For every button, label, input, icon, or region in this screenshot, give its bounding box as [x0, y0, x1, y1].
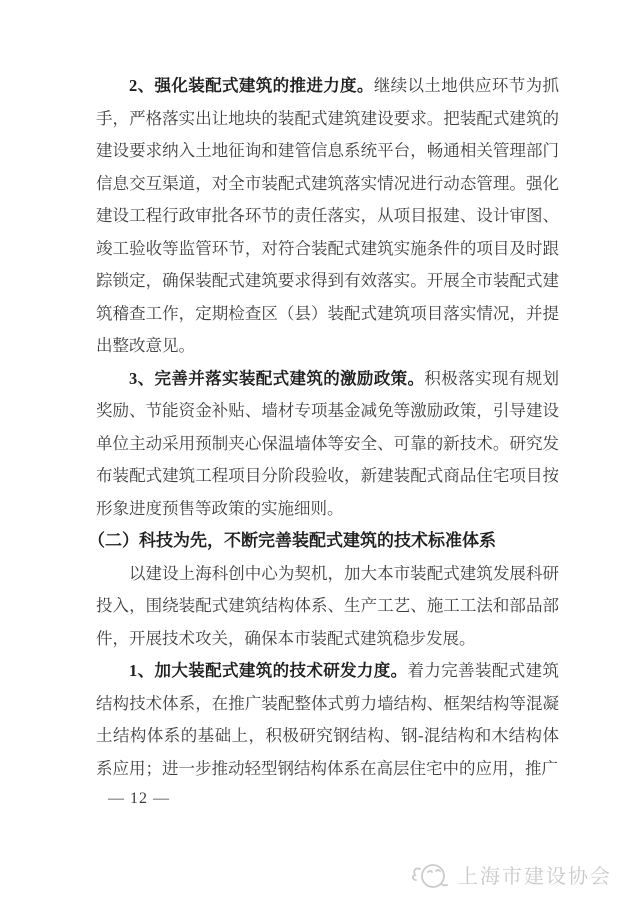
paragraph	[96, 363, 559, 526]
paragraph-text: 以建设上海科创中心为契机，加大本市装配式建筑发展科研投入，围绕装配式建筑结构体系、生产工艺、施工工法和部品部件，开展技术攻关，确保本市装配式建筑稳步发展。	[96, 563, 559, 648]
paragraph-lead: 1、加大装配式建筑的技术研发力度。	[129, 661, 408, 680]
document-content	[88, 70, 560, 785]
paragraph-text: 着力完善装配式建筑结构技术体系，在推广装配整体式剪力墙结构、框架结构等混凝土结构体系的基础上，积极研究钢结构、钢-混结构和木结构体系应用；进一步推动轻型钢结构体系在高层住宅中的应用，推广	[96, 661, 560, 778]
paragraph-text: 继续以土地供应环节为抓手，严格落实出让地块的装配式建筑建设要求。把装配式建筑的建设要求纳入土地征询和建管信息系统平台，畅通相关管理部门信息交互渠道，对全市装配式建筑落实情况进行动态管理。强化建设工程行政审批各环节的责任落实，从项目报建、设计审图、竣工验收等监管环节，对符合装配式建筑实施条件的项目及时跟踪锁定，确保装配式建筑要求得到有效落实。开展全市装配式建筑稽查工作，定期检查区（县）装配式建筑项目落实情况，并提出整改意见。	[96, 76, 560, 355]
watermark-text: 上海市建设协会	[458, 865, 612, 888]
mascot-face-icon	[410, 855, 452, 893]
page-number: — 12 —	[108, 790, 170, 807]
section-heading: （二）科技为先，不断完善装配式建筑的技术标准体系	[88, 531, 496, 550]
paragraph-lead: 3、完善并落实装配式建筑的激励政策。	[129, 368, 425, 388]
paragraph	[96, 558, 559, 656]
watermark	[410, 855, 612, 893]
paragraph-lead: 2、强化装配式建筑的推进力度。	[129, 76, 374, 95]
paragraph-text: 积极落实现有规划奖励、节能资金补贴、墙材专项基金减免等激励政策，引导建设单位主动采用预制夹心保温墙体等安全、可靠的新技术。研究发布装配式建筑工程项目分阶段验收，新建装配式商品住宅项目按形象进度预售等政策的实施细则。	[96, 368, 560, 518]
paragraph	[96, 655, 559, 785]
paragraph	[96, 70, 559, 363]
